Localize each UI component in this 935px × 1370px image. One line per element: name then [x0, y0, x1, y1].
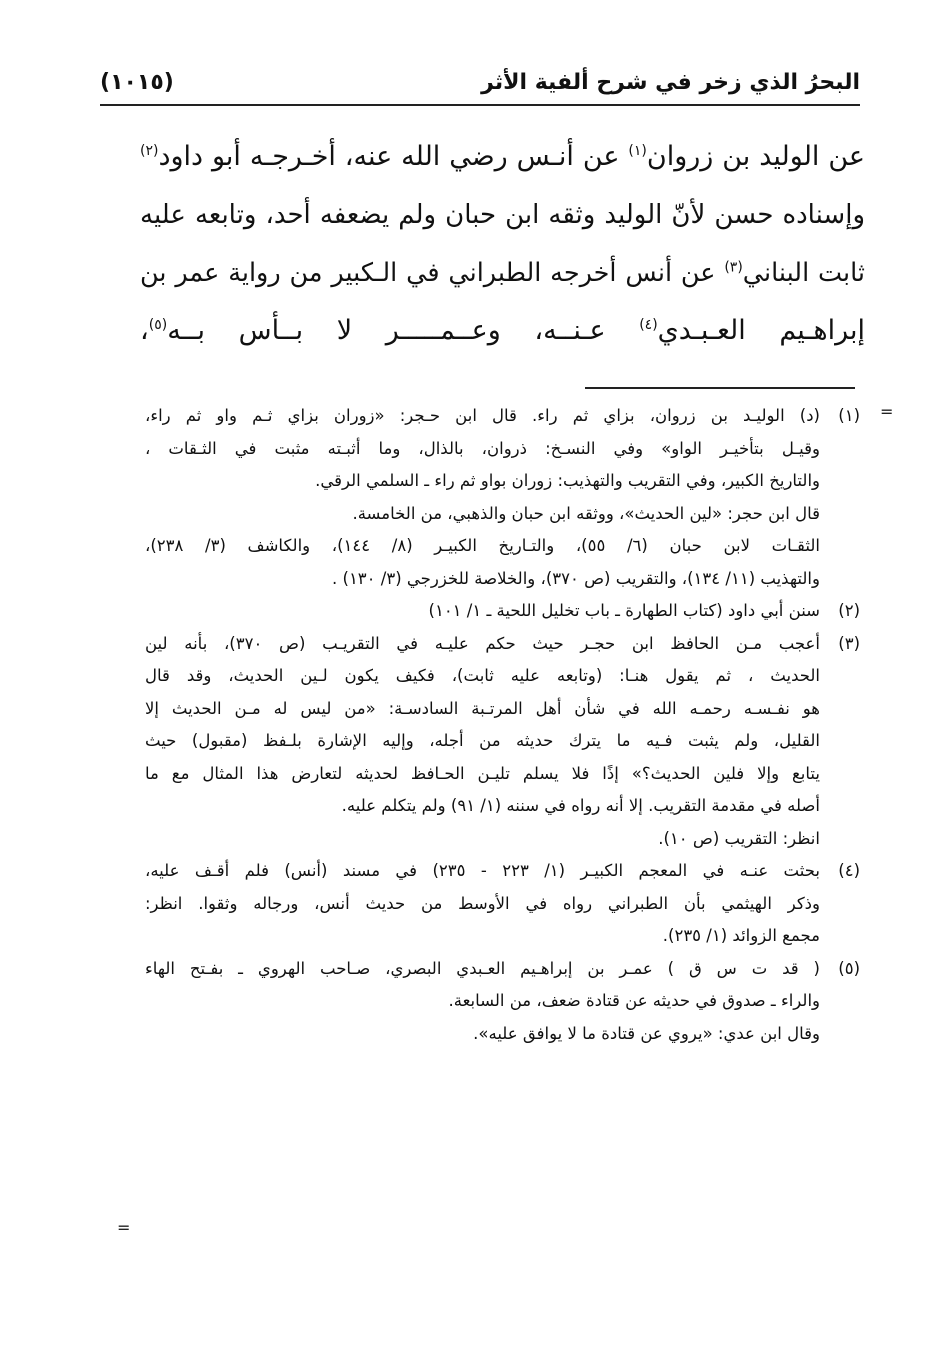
footnote-line: الحديث ، ثم يقول هنـا: (وتابعه عليه ثابت)، فكيف يكون لـين الحديث، وقد قال — [145, 666, 820, 685]
footnote-line: ( قد ت س ق ) عمـر بن إبراهـيم العـبدي البصري، صـاحب الهروي ـ بفـتح الهاء — [145, 958, 820, 978]
footnote-line: والتهذيب (١١/ ١٣٤)، والتقريب (ص ٣٧٠)، والخلاصة للخزرجي (٣/ ١٣٠) . — [332, 568, 820, 588]
footnote-line: انظر: التقريب (ص ١٠). — [658, 828, 820, 848]
footnote-number: (٤) — [838, 861, 860, 880]
book-title: البحرُ الذي زخر في شرح ألفية الأثر — [481, 69, 860, 95]
footnote-5 — [145, 953, 860, 1051]
footnote-number: (٥) — [838, 958, 860, 978]
footnote-line: هو نفـسـه رحمـه الله في شأن أهل المرتـبة السادسـة: «من ليس له مـن الحديث إلا — [145, 698, 820, 718]
footnote-number: (٢) — [838, 601, 860, 620]
footnote-divider — [585, 387, 855, 389]
main-line: إبراهـيم العـبـدي$^{(٤)}$ عـنــه، وعــمـــــر لا بــأس بــه$^{(٥)}$، — [140, 315, 865, 346]
footnote-line: سنن أبي داود (كتاب الطهارة ـ باب تخليل اللحية ـ ١/ ١٠١) — [428, 601, 820, 620]
margin-mark: = — [880, 402, 894, 421]
footnote-1 — [145, 400, 860, 595]
footnote-number: (١) — [838, 406, 860, 425]
footnote-ref: (٣) — [724, 259, 743, 276]
footnote-line: وقال ابن عدي: «يروي عن قتادة ما لا يوافق عليه». — [473, 1023, 820, 1043]
footnote-2 — [145, 595, 860, 628]
footnote-ref: (٢) — [140, 143, 159, 159]
footnote-line: قال ابن حجر: «لين الحديث»، ووثقه ابن حبان والذهبي، من الخامسة. — [352, 503, 820, 523]
footnote-ref: (٥) — [148, 317, 168, 333]
main-text — [140, 128, 865, 360]
footnote-4 — [145, 855, 860, 953]
footnote-line: بحثت عنـه في المعجم الكبيـر (١/ ٢٢٣ - ٢٣٥) في مسند (أنس) فلم أقـف عليه، — [145, 861, 820, 880]
footnotes — [145, 400, 860, 1050]
footnote-line: مجمع الزوائد (١/ ٢٣٥). — [662, 926, 820, 945]
page-number: (١٠١٥) — [100, 69, 174, 95]
footnote-line: (د) الوليـد بن زروان، بزاي ثم راء. قال ابن حـجر: «زوران بزاي ثـم واو ثم راء، — [145, 406, 820, 425]
footnote-line: والراء ـ صدوق في حديثه عن قتادة ضعف، من السابعة. — [448, 991, 820, 1010]
running-header — [100, 60, 860, 106]
main-line: عن الوليد بن زروان$^{(١)}$ عن أنـس رضي الله عنه، أخـرجـه أبو داود$^{(٢)}$ — [140, 141, 866, 172]
footnote-line: الثقـات لابن حبان (٦/ ٥٥)، والتـاريخ الكبيـر (٨/ ١٤٤)، والكاشف (٣/ ٢٣٨)، — [145, 536, 820, 555]
footnote-3 — [145, 628, 860, 856]
footnote-line: أعجب مـن الحافظ ابن حجـر حيث حكم عليـه في التقريـب (ص ٣٧٠)، بأنه لين — [145, 633, 820, 653]
footnote-line: والتاريخ الكبير، وفي التقريب والتهذيب: زوران بواو ثم راء ـ السلمي الرقي. — [315, 471, 820, 490]
margin-mark: = — [117, 1218, 131, 1237]
footnote-line: يتابع وإلا فلين الحديث؟» إذًا فلا يسلم تليـن الحـافظ لحديثه لتعارض هذا المثال مع ما — [145, 763, 820, 783]
footnote-ref: (٤) — [639, 317, 658, 333]
footnote-line: وقيـل بتأخيـر الواو» وفي النسـخ: ذروان، بالذال، وما أثبـته مثبت في الثـقات ، — [145, 438, 820, 458]
footnote-ref: (١) — [628, 143, 647, 159]
main-line: وإسناده حسن لأنّ الوليد وثقه ابن حبان ولم يضعفه أحد، وتابعه عليه — [140, 200, 865, 230]
footnote-line: أصله في مقدمة التقريب. إلا أنه رواه في سننه (١/ ٩١) ولم يتكلم عليه. — [341, 796, 820, 815]
footnote-number: (٣) — [838, 633, 860, 653]
footnote-line: وذكر الهيثمي بأن الطبراني رواه في الأوسط من حديث أنس، ورجاله وثقوا. انظر: — [145, 893, 820, 913]
main-line: ثابت البناني$^{(٣)}$ عن أنس أخرجه الطبراني في الـكبير من رواية عمر بن — [140, 258, 865, 288]
footnote-line: القليل، ولم يثبت فـيه ما يترك حديثه من أجله، وإليه الإشارة بلـفظ (مقبول) حيث — [145, 731, 820, 750]
